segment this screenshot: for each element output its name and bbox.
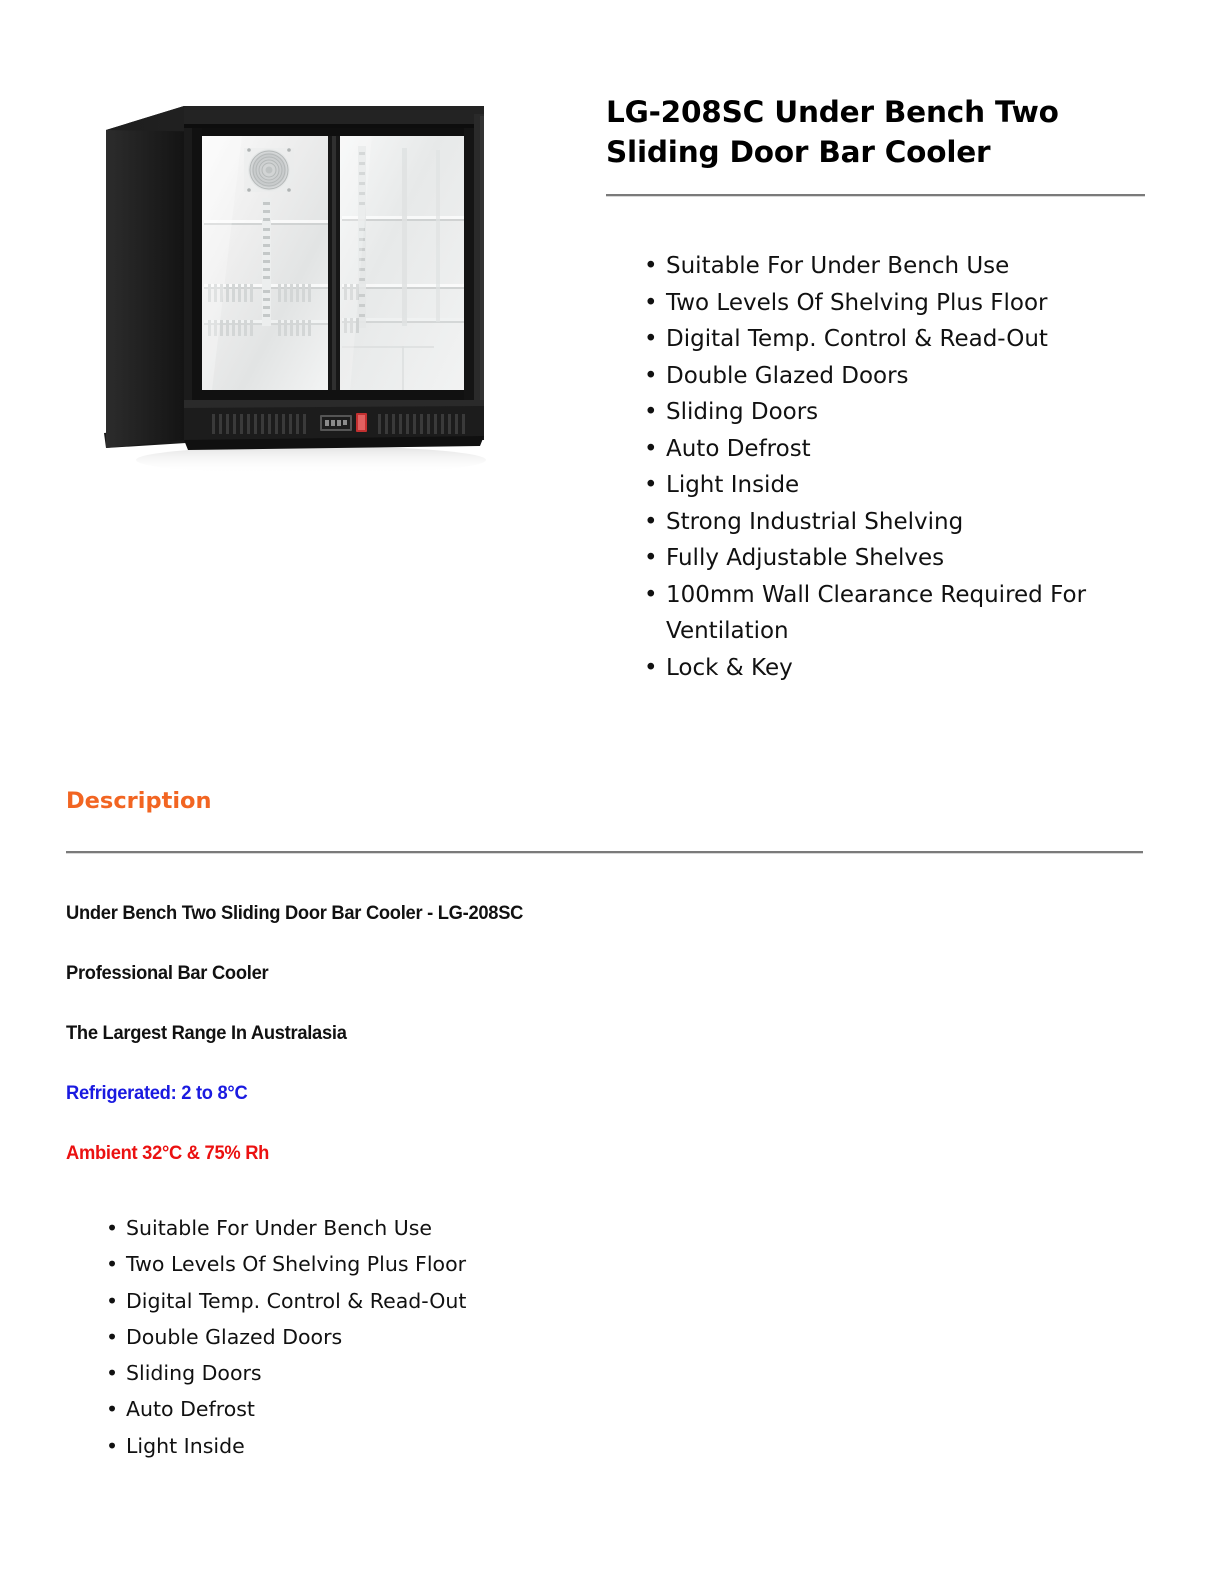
feature-list-item: • Auto Defrost — [642, 431, 1142, 468]
description-body — [66, 900, 1146, 1200]
feature-list-item: • Suitable For Under Bench Use — [642, 248, 1142, 285]
description-list-item: • Light Inside — [104, 1428, 624, 1464]
feature-list-item: • Strong Industrial Shelving — [642, 504, 1142, 541]
description-line: Under Bench Two Sliding Door Bar Cooler - LG-208SC — [66, 902, 524, 924]
feature-list-item: • Two Levels Of Shelving Plus Floor — [642, 285, 1142, 322]
feature-list-item: • Sliding Doors — [642, 394, 1142, 431]
description-line: The Largest Range In Australasia — [66, 1022, 347, 1044]
description-heading: Description — [66, 788, 212, 814]
description-line: Ambient 32°C & 75% Rh — [66, 1142, 270, 1164]
product-image — [66, 88, 526, 488]
product-summary-section — [0, 0, 1224, 760]
description-list-item: • Digital Temp. Control & Read-Out — [104, 1283, 624, 1319]
title-divider — [606, 194, 1145, 197]
description-divider — [66, 851, 1143, 854]
description-list-item: • Sliding Doors — [104, 1355, 624, 1391]
feature-list-item: • Lock & Key — [642, 650, 1142, 687]
feature-list-item: • Digital Temp. Control & Read-Out — [642, 321, 1142, 358]
description-list-item: • Suitable For Under Bench Use — [104, 1210, 624, 1246]
description-line: Professional Bar Cooler — [66, 962, 269, 984]
description-list-item: • Two Levels Of Shelving Plus Floor — [104, 1246, 624, 1282]
feature-list — [642, 248, 1142, 686]
feature-list-item: • Fully Adjustable Shelves — [642, 540, 1142, 577]
feature-list-item: • Light Inside — [642, 467, 1142, 504]
bar-cooler-illustration — [66, 88, 526, 488]
description-list-item: • Auto Defrost — [104, 1391, 624, 1427]
feature-list-item: • Double Glazed Doors — [642, 358, 1142, 395]
description-line: Refrigerated: 2 to 8°C — [66, 1082, 248, 1104]
page-title: LG-208SC Under Bench Two Sliding Door Bar Cooler — [606, 95, 1059, 169]
feature-list-item: • 100mm Wall Clearance Required For Ventilation — [642, 577, 1142, 650]
description-feature-list — [104, 1210, 624, 1464]
digital-temperature-display — [320, 415, 352, 431]
description-list-item: • Double Glazed Doors — [104, 1319, 624, 1355]
product-detail-column — [606, 92, 1146, 172]
fan-grille-icon — [244, 148, 294, 192]
